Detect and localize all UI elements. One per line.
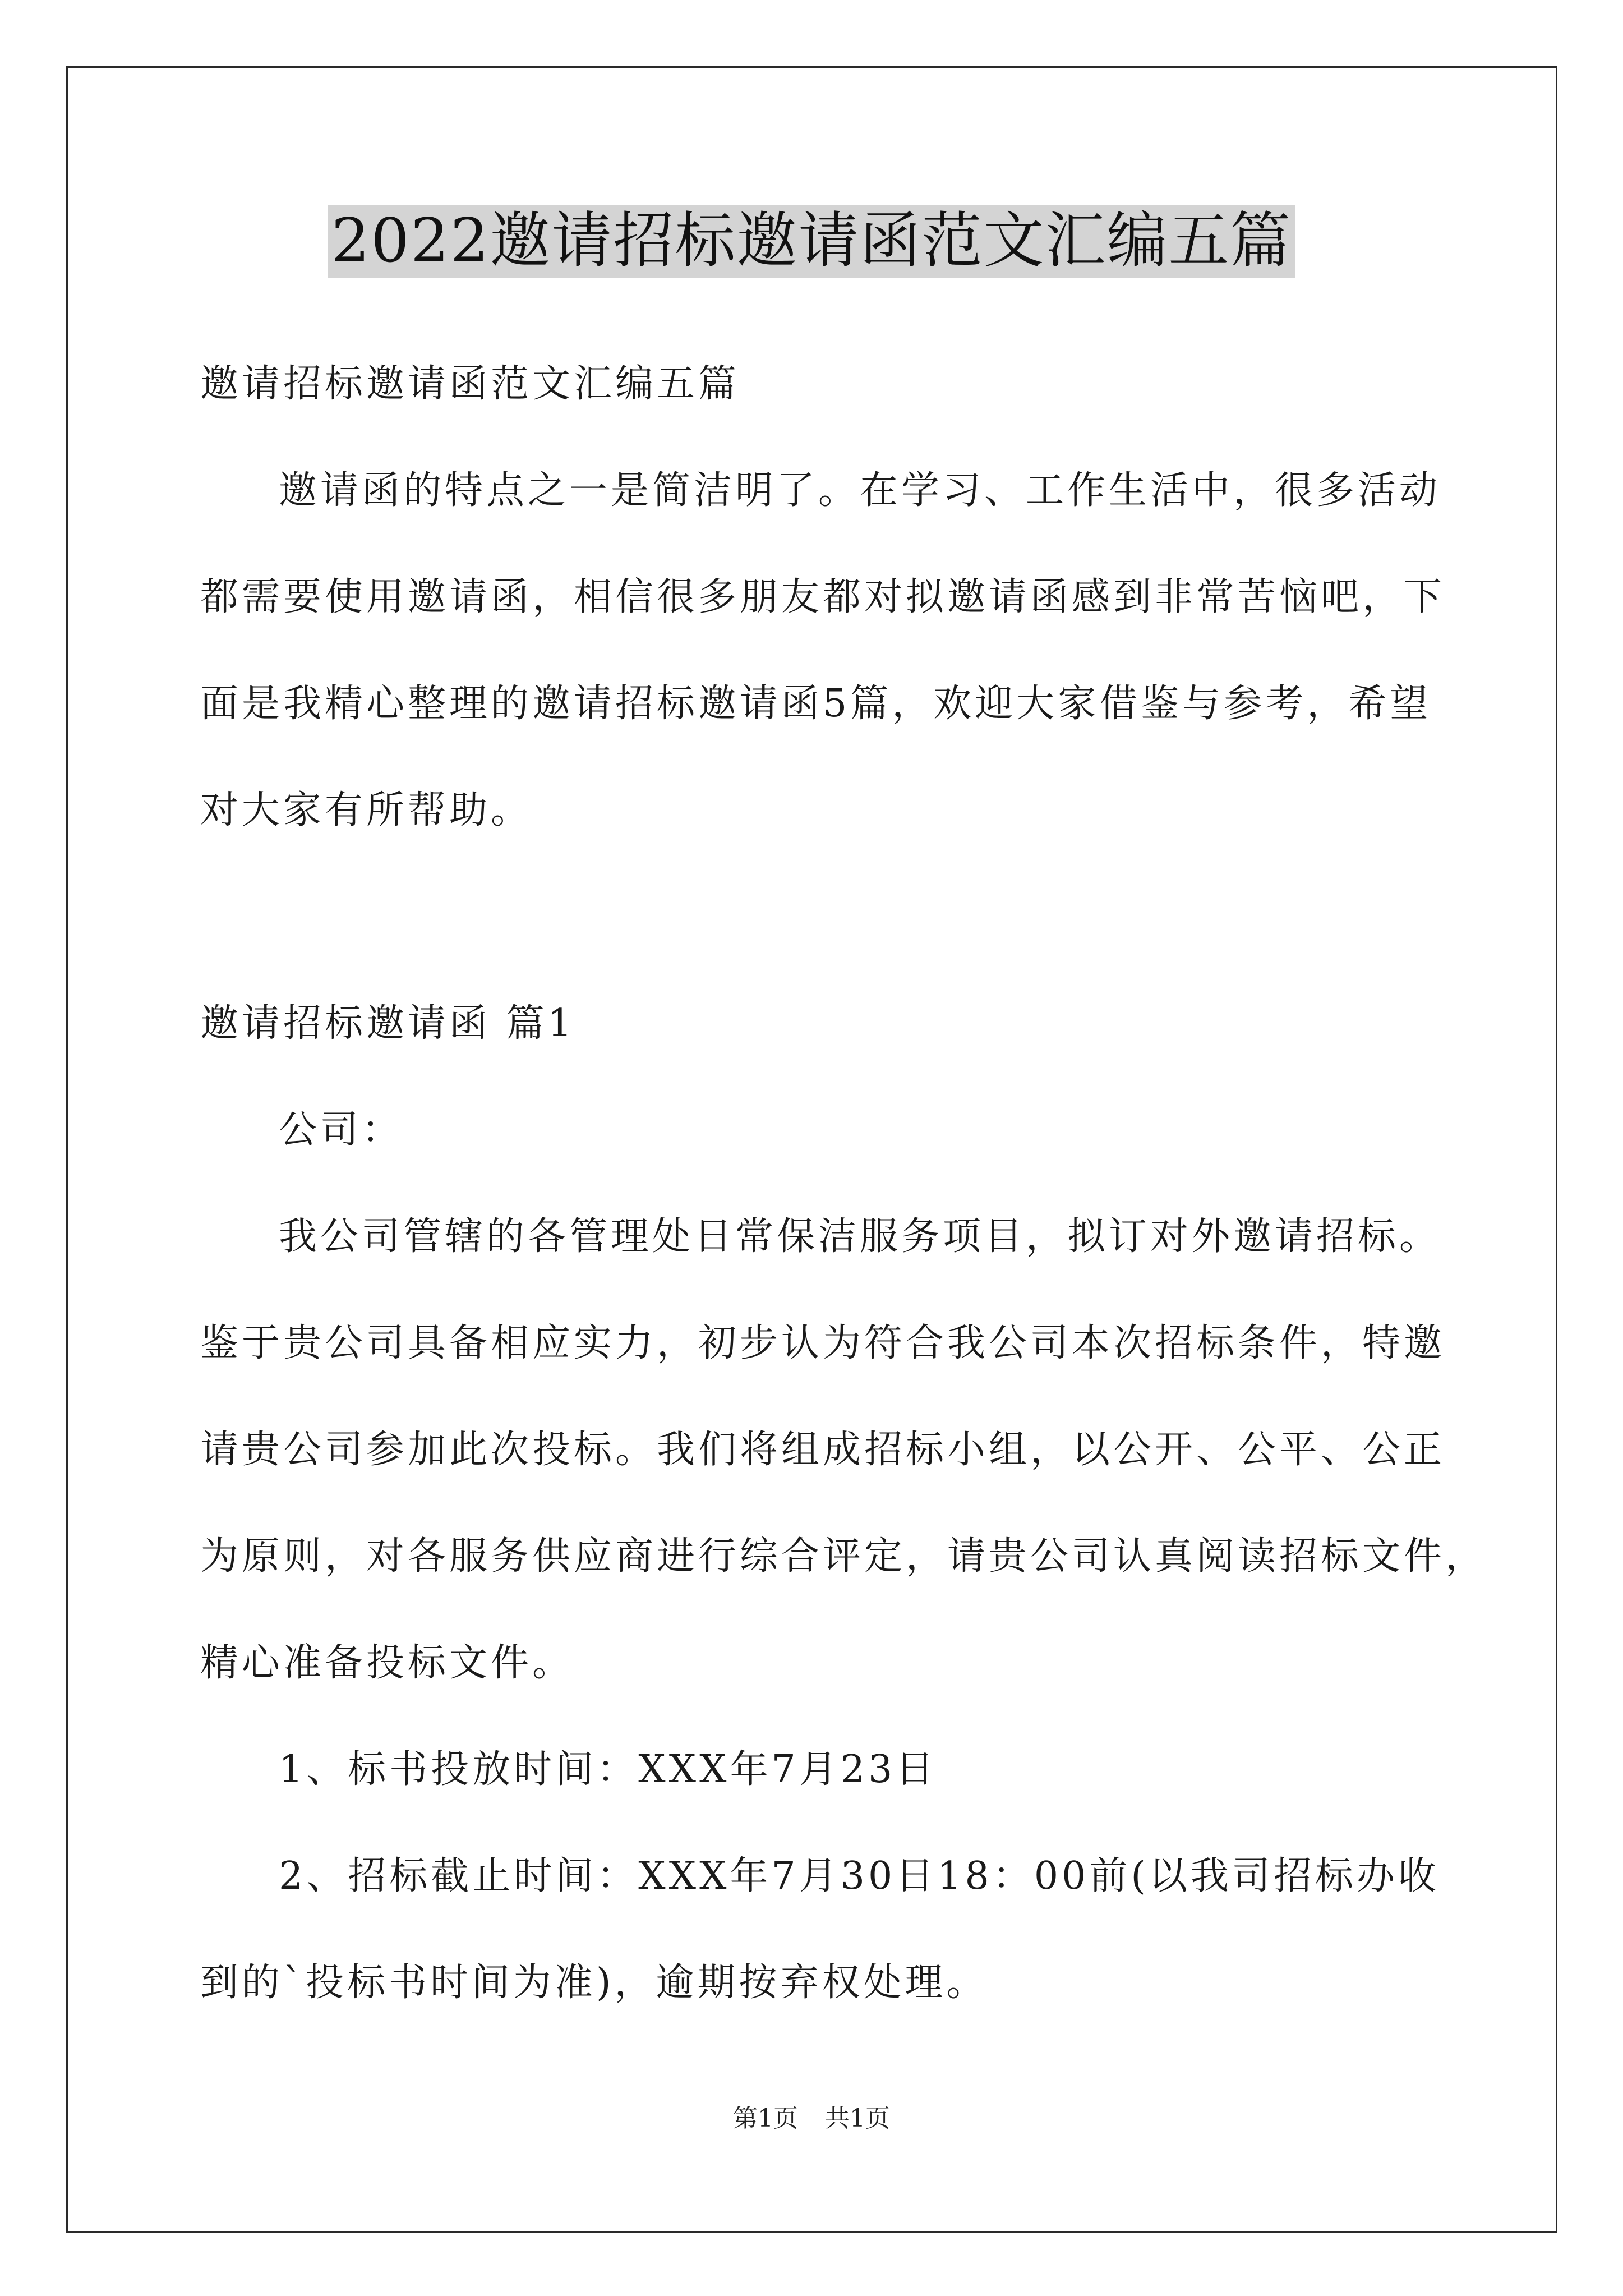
list-item-2-line: 到的`投标书时间为准)，逾期按弃权处理。 [200,1961,988,2005]
salutation: 公司： [279,1108,404,1152]
list-item-2-line: 2、招标截止时间：XXX年7月30日18：00前(以我司招标办收 [279,1854,1440,1898]
document-title: 2022邀请招标邀请函范文汇编五篇 [328,205,1295,278]
title-area [0,205,1623,278]
body-line: 精心准备投标文件。 [200,1641,574,1685]
body-line: 我公司管辖的各管理处日常保洁服务项目，拟订对外邀请招标。 [279,1214,1441,1259]
page-number: 第1页 [733,2104,798,2133]
intro-line: 面是我精心整理的邀请招标邀请函5篇，欢迎大家借鉴与参考，希望 [200,682,1432,726]
body-line: 鉴于贵公司具备相应实力，初步认为符合我公司本次招标条件，特邀 [200,1321,1446,1365]
document-subtitle: 邀请招标邀请函范文汇编五篇 [200,362,740,406]
body-line: 请贵公司参加此次投标。我们将组成招标小组，以公开、公平、公正 [200,1428,1446,1472]
list-item-1: 1、标书投放时间：XXX年7月23日 [279,1747,938,1792]
body-line: 为原则，对各服务供应商进行综合评定，请贵公司认真阅读招标文件， [200,1534,1487,1579]
intro-line: 都需要使用邀请函，相信很多朋友都对拟邀请函感到非常苦恼吧，下 [200,575,1446,619]
page-footer [0,2098,1623,2134]
section-heading: 邀请招标邀请函 篇1 [200,1001,575,1046]
page-total: 共1页 [825,2104,890,2133]
intro-line: 对大家有所帮助。 [200,788,533,832]
intro-line: 邀请函的特点之一是简洁明了。在学习、工作生活中，很多活动 [279,468,1441,513]
